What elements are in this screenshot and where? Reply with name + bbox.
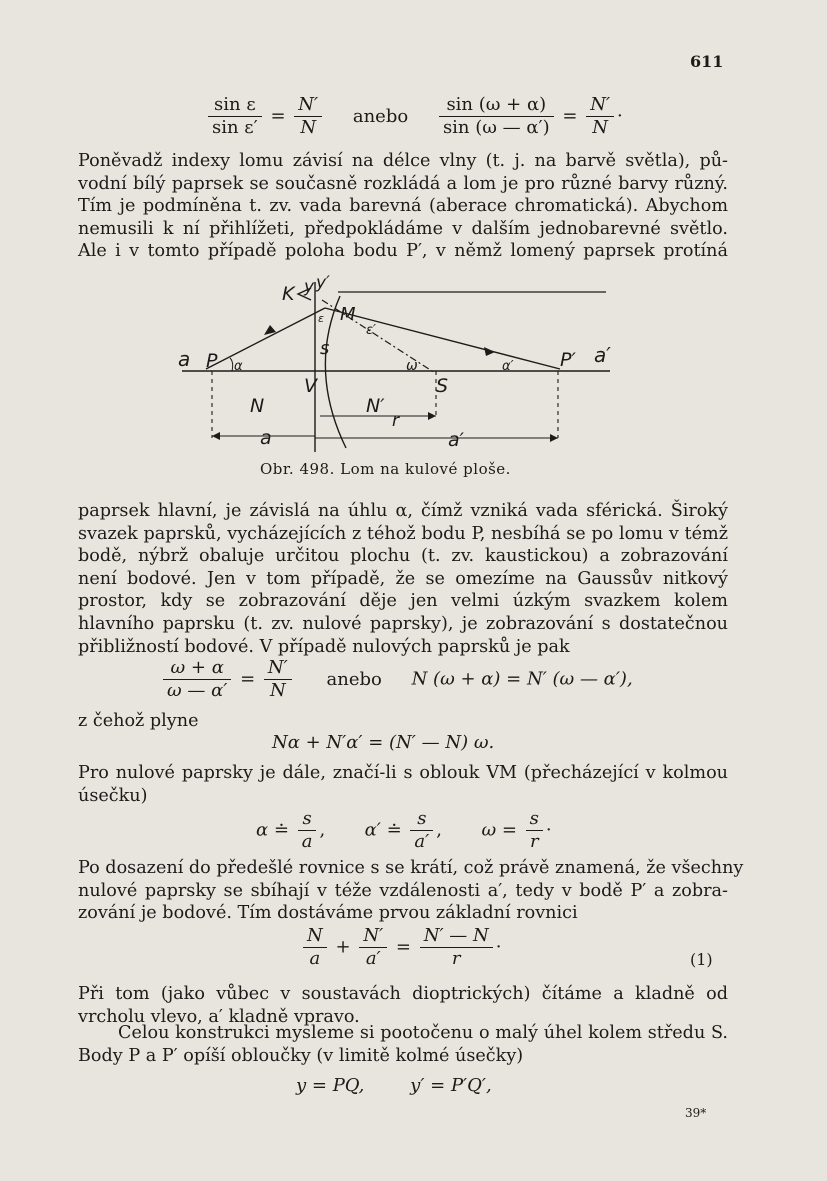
conjunction: anebo	[326, 668, 382, 690]
figure-refraction-diagram	[170, 270, 640, 455]
label-epsprime: ε′	[366, 323, 376, 338]
label-Nprime: N′	[366, 395, 385, 417]
incident-ray	[206, 308, 325, 369]
label-M: M	[340, 304, 356, 325]
text-line: bodě, nýbrž obaluje určitou plochu (t. zv. kaustickou) a zobrazování	[78, 546, 728, 567]
label-s: s	[320, 338, 330, 359]
fraction: $\frac{N' — N}{r}$	[420, 925, 493, 970]
label-yprime: y′	[316, 273, 330, 293]
paragraph-spherical-aberration	[78, 500, 728, 658]
conjunction: anebo	[352, 105, 409, 127]
equation-approximations: α ≐ $\frac{s}{a}$ , α′ ≐ $\frac{s}{a'}$ , ω = $\frac{s}{r}$ ·	[256, 808, 552, 852]
text-line: Celou konstrukci mysleme si pootočenu o malý úhel kolem středu S.	[118, 1023, 728, 1043]
text-line: Při tom (jako vůbec v soustavách dioptrických) čítáme a kladně od	[78, 984, 728, 1004]
label-r: r	[392, 411, 399, 431]
fraction: $\frac{N'}{N}$	[264, 657, 292, 702]
label-alpha: α	[234, 359, 243, 374]
text-line: není bodové. Jen v tom případě, že se omezíme na Gaussův nitkový	[78, 568, 728, 589]
text-line: svazek paprsků, vycházejících z téhož bodu P, nesbíhá se po lomu v témž	[78, 523, 728, 544]
text-line: prostor, kdy se zobrazování děje jen velmi úzkým svazkem kolem	[78, 591, 728, 612]
text-line: úsečku)	[78, 785, 148, 806]
fraction: $\frac{N}{a}$	[303, 925, 327, 970]
text-line: Po dosazení do předešlé rovnice s se krátí, což právě znamená, že všechny	[78, 858, 744, 878]
fraction: $\frac{\text{sin ε}}{\text{sin ε′}}$	[208, 94, 262, 139]
label-S: S	[436, 375, 449, 397]
paragraph-dispersion	[78, 150, 728, 263]
equation-fundamental: $\frac{N}{a}$ + $\frac{N'}{a'}$ = $\frac{N' — N}{r}$ ·	[300, 925, 501, 970]
fraction: $\frac{N'}{N}$	[294, 94, 322, 139]
text-line: Pro nulové paprsky je dále, značí-li s oblouk VM (přecházející v kolmou	[78, 763, 728, 783]
label-P: P	[206, 350, 218, 372]
text-line: nulové paprsky se sbíhají v téže vzdálenosti a′, tedy v bodě P′ a zobra-	[78, 880, 728, 901]
equation-snell-sine: $\frac{\text{sin ε}}{\text{sin ε′}}$ = $\frac{N'}{N}$ anebo $\frac{\sin (\omega + \alpha)}{\sin (\omega — \alpha')}$ = $\frac{N'}{N}$ ·	[205, 94, 623, 139]
label-N: N	[250, 395, 265, 417]
text-line: hlavního paprsku (t. zv. nulové paprsky), je zobrazování s dostatečnou	[78, 613, 728, 634]
fraction: $\frac{\omega + \alpha}{\omega — \alpha'}$	[163, 657, 231, 702]
signature-mark: 39*	[685, 1106, 707, 1120]
text-line: Poněvadž indexy lomu závisí na délce vlny (t. j. na barvě světla), pů-	[78, 151, 728, 171]
label-aprime-dim: a′	[448, 429, 464, 451]
label-eps: ε	[318, 312, 324, 325]
label-a-axis: a	[178, 347, 191, 371]
equation-arcs: y = PQ, y′ = P′Q′,	[296, 1075, 492, 1096]
figure-caption: Obr. 498. Lom na kulové ploše.	[260, 460, 511, 478]
label-y: y	[304, 277, 315, 297]
fraction: $\frac{s}{r}$	[526, 808, 543, 853]
label-alphaprime: α′	[502, 359, 514, 374]
text-line: paprsek hlavní, je závislá na úhlu α, čímž vzniká vada sférická. Široký	[78, 501, 728, 521]
equation-paraxial: $\frac{\omega + \alpha}{\omega — \alpha'}$ = $\frac{N'}{N}$ anebo N (ω + α) = N′ (ω — α′),	[160, 657, 633, 702]
label-omega: ω	[406, 358, 418, 374]
text-line: nemusili k ní přihlížeti, předpokládáme v dalším jednobarevné světlo.	[78, 218, 728, 239]
text-line: zování je bodové. Tím dostáváme prvou základní rovnici	[78, 903, 578, 924]
label-K: K	[282, 283, 295, 305]
page-number: 611	[690, 52, 724, 71]
fraction: $\frac{N'}{a'}$	[359, 925, 387, 970]
label-a-dim: a	[260, 427, 272, 449]
paragraph-null-rays	[78, 762, 728, 807]
refracted-ray	[325, 308, 560, 369]
text-line: Body P a P′ opíší obloučky (v limitě kolmé úsečky)	[78, 1045, 524, 1066]
label-V: V	[304, 375, 317, 397]
text-line: vodní bílý paprsek se současně rozkládá a lom je pro různé barvy různý.	[78, 173, 728, 194]
paragraph-substitution	[78, 857, 744, 925]
fraction: $\frac{\sin (\omega + \alpha)}{\sin (\omega — \alpha')}$	[439, 94, 554, 139]
fraction: $\frac{s}{a}$	[298, 808, 317, 853]
text-zcehoz: z čehož plyne	[78, 711, 199, 731]
fraction: $\frac{N'}{N}$	[586, 94, 614, 139]
text-line: Tím je podmíněna t. zv. vada barevná (aberace chromatická). Abychom	[78, 196, 728, 217]
text-line: vrcholu vlevo, a′ kladně vpravo.	[78, 1006, 360, 1027]
equation-right: N (ω + α) = N′ (ω — α′),	[411, 668, 633, 690]
ray-arrow	[484, 347, 495, 356]
paragraph-rotation	[78, 1022, 728, 1067]
text-line: přibližností bodové. V případě nulových paprsků je pak	[78, 636, 570, 657]
normal-line	[322, 300, 435, 373]
text-line: Ale i v tomto případě poloha bodu P′, v němž lomený paprsek protíná	[78, 241, 728, 262]
fraction: $\frac{s}{a'}$	[410, 808, 433, 853]
label-aprime-axis: a′	[594, 343, 611, 367]
equation-number: (1)	[690, 950, 713, 969]
label-Pprime: P′	[560, 349, 576, 371]
equation-sum: Nα + N′α′ = (N′ — N) ω.	[272, 732, 495, 753]
